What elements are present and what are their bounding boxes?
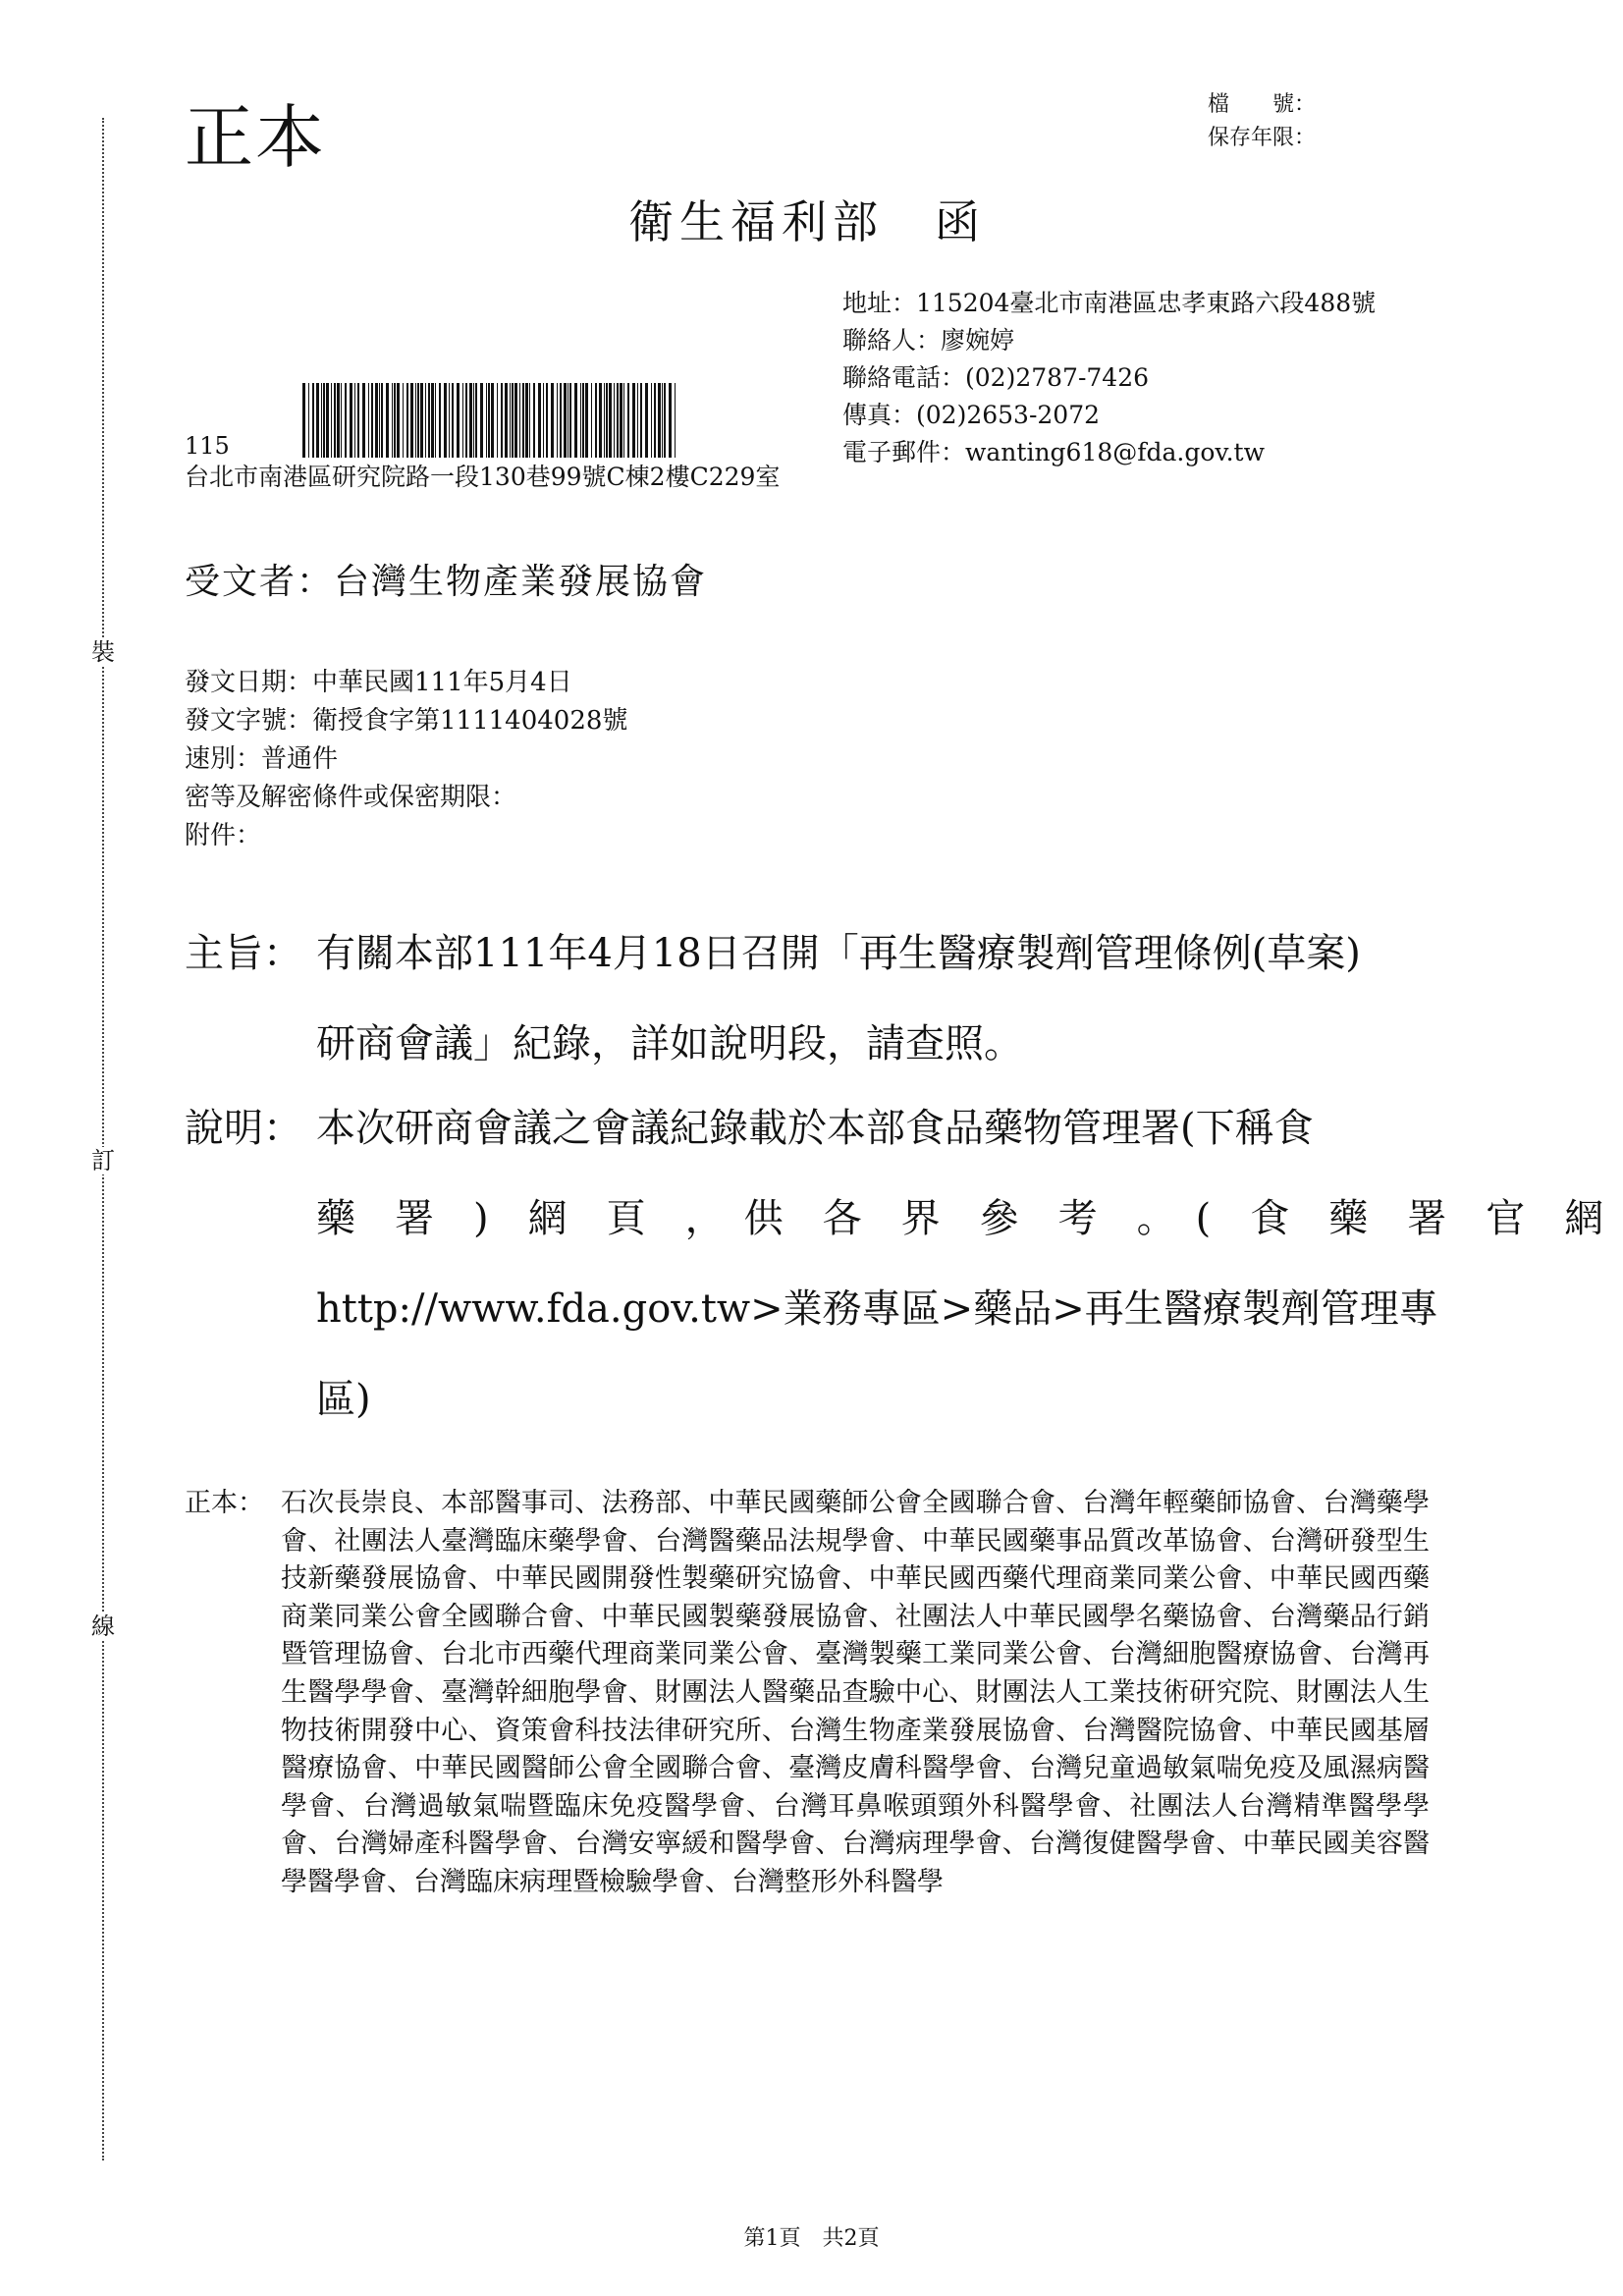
barcode-bar (345, 383, 347, 458)
subject-line: 研商會議」紀錄，詳如說明段，請查照。 (316, 1021, 1023, 1066)
binding-mark-xian: 線 (91, 1613, 115, 1640)
barcode-bar (595, 383, 597, 458)
barcode-bar (606, 383, 608, 458)
barcode-bar (368, 383, 369, 458)
barcode-bar (465, 383, 467, 458)
barcode-bar (609, 383, 612, 458)
barcode-bar (449, 383, 450, 458)
barcode-bar (637, 383, 638, 458)
barcode (300, 383, 679, 458)
secrecy-level: 密等及解密條件或保密期限： (185, 783, 517, 812)
barcode-bar (591, 383, 592, 458)
barcode-bar (614, 383, 615, 458)
barcode-bar (525, 383, 528, 458)
barcode-bar (514, 383, 517, 458)
barcode-bar (522, 383, 524, 458)
barcode-bar (604, 383, 605, 458)
barcode-bar (510, 383, 511, 458)
recipient-postcode: 115 (185, 432, 230, 460)
barcode-bar (623, 383, 624, 458)
attachment: 附件： (185, 821, 262, 850)
barcode-bar (512, 383, 514, 458)
barcode-bar (486, 383, 487, 458)
barcode-bar (560, 383, 562, 458)
barcode-bar (620, 383, 622, 458)
barcode-bar (428, 383, 430, 458)
subject-label: 主旨： (185, 931, 302, 976)
barcode-bar (444, 383, 447, 458)
barcode-bar (381, 383, 383, 458)
barcode-bar (469, 383, 472, 458)
retention-period-label: 保存年限： (1208, 126, 1317, 150)
barcode-bar (457, 383, 460, 458)
binding-mark-ding: 訂 (91, 1147, 115, 1175)
file-number-label: 檔 號： (1208, 92, 1317, 117)
barcode-bar (410, 383, 413, 458)
barcode-bar (473, 383, 474, 458)
barcode-bar (350, 383, 352, 458)
barcode-bar (417, 383, 419, 458)
barcode-bar (505, 383, 508, 458)
barcode-bar (497, 383, 498, 458)
explanation-line: 區) (316, 1377, 371, 1422)
barcode-bar (302, 383, 305, 458)
original-copy-stamp: 正本 (185, 97, 326, 178)
dispatch-speed: 速別：普通件 (185, 744, 339, 774)
barcode-bar (640, 383, 642, 458)
contact-address: 地址：115204臺北市南港區忠孝東路六段488號 (842, 289, 1377, 317)
barcode-bar (386, 383, 389, 458)
barcode-bar (321, 383, 322, 458)
barcode-bar (654, 383, 656, 458)
barcode-bar (569, 383, 571, 458)
barcode-bar (664, 383, 666, 458)
barcode-bar (375, 383, 378, 458)
barcode-bar (357, 383, 359, 458)
barcode-bar (439, 383, 441, 458)
contact-person: 聯絡人：廖婉婷 (842, 326, 1015, 355)
barcode-bar (415, 383, 416, 458)
contact-fax: 傳真：(02)2653-2072 (842, 401, 1101, 429)
barcode-bar (337, 383, 340, 458)
barcode-bar (658, 383, 661, 458)
document-title: 衛生福利部 函 (628, 195, 986, 248)
distribution-label: 正本： (185, 1488, 264, 1518)
barcode-bar (323, 383, 325, 458)
barcode-bar (425, 383, 426, 458)
barcode-bar (403, 383, 404, 458)
barcode-bar (341, 383, 342, 458)
barcode-bar (564, 383, 567, 458)
recipient: 受文者：台灣生物產業發展協會 (185, 562, 708, 602)
barcode-bar (488, 383, 490, 458)
recipient-address: 台北市南港區研究院路一段130巷99號C棟2樓C229室 (185, 463, 781, 491)
barcode-bar (580, 383, 581, 458)
explanation-line: http://www.fda.gov.tw>業務專區>藥品>再生醫療製劑管理專 (316, 1286, 1438, 1332)
barcode-bar (675, 383, 676, 458)
barcode-bar (406, 383, 408, 458)
binding-dotted-line (102, 118, 104, 2160)
barcode-bar (546, 383, 548, 458)
barcode-bar (480, 383, 483, 458)
barcode-bar (533, 383, 535, 458)
barcode-bar (392, 383, 393, 458)
barcode-bar (669, 383, 672, 458)
barcode-bar (632, 383, 635, 458)
barcode-bar (308, 383, 309, 458)
barcode-bar (501, 383, 503, 458)
barcode-bar (331, 383, 332, 458)
barcode-bar (397, 383, 400, 458)
page-number: 第1頁 共2頁 (743, 2226, 880, 2251)
barcode-bar (599, 383, 602, 458)
barcode-bar (312, 383, 314, 458)
barcode-bar (354, 383, 355, 458)
barcode-bar (585, 383, 588, 458)
explanation-line: 本次研商會議之會議紀錄載於本部食品藥物管理署(下稱食 (316, 1106, 1314, 1151)
barcode-bar (379, 383, 380, 458)
barcode-bar (394, 383, 396, 458)
barcode-bar (627, 383, 629, 458)
barcode-bar (420, 383, 423, 458)
barcode-bar (538, 383, 541, 458)
barcode-bar (662, 383, 663, 458)
barcode-bar (529, 383, 530, 458)
dispatch-number: 發文字號：衛授食字第1111404028號 (185, 706, 628, 736)
barcode-bar (617, 383, 619, 458)
subject-line: 有關本部111年4月18日召開「再生醫療製劑管理條例(草案) (316, 931, 1361, 976)
dispatch-meta (185, 664, 627, 855)
explanation-label: 說明： (185, 1106, 302, 1151)
barcode-bar (551, 383, 554, 458)
barcode-bar (431, 383, 434, 458)
barcode-bar (582, 383, 584, 458)
barcode-bar (645, 383, 648, 458)
file-meta (1208, 88, 1316, 155)
barcode-bar (543, 383, 544, 458)
contact-phone: 聯絡電話：(02)2787-7426 (842, 363, 1150, 392)
barcode-bar (326, 383, 329, 458)
barcode-bar (362, 383, 365, 458)
barcode-bar (651, 383, 652, 458)
barcode-bar (519, 383, 520, 458)
barcode-bar (452, 383, 454, 458)
barcode-bar (334, 383, 336, 458)
dispatch-date: 發文日期：中華民國111年5月4日 (185, 668, 572, 697)
contact-info (842, 285, 1376, 471)
barcode-bar (435, 383, 436, 458)
barcode-bar (475, 383, 477, 458)
barcode-bar (491, 383, 494, 458)
barcode-bar (316, 383, 319, 458)
distribution-list: 石次長崇良、本部醫事司、法務部、中華民國藥師公會全國聯合會、台灣年輕藥師協會、台灣藥學會、社團法人臺灣臨床藥學會、台灣醫藥品法規學會、中華民國藥事品質改革協會、台灣研發型生技新藥發展協會、中華民國開發性製藥研究協會、中華民國西藥代理商業同業公會、中華民國西藥商業同業公會全國聯合會、中華民國製藥發展協會、社團法人中華民國學名藥協會、台灣藥品行銷暨管理協會、台北市西藥代理商業同業公會、臺灣製藥工業同業公會、台灣細胞醫療協會、台灣再生醫學學會、臺灣幹細胞學會、財團法人醫藥品查驗中心、財團法人工業技術研究院、財團法人生物技術開發中心、資策會科技法律研究所、台灣生物產業發展協會、台灣醫院協會、中華民國基層醫療協會、中華民國醫師公會全國聯合會、臺灣皮膚科醫學會、台灣兒童過敏氣喘免疫及風濕病醫學會、台灣過敏氣喘暨臨床免疫醫學會、台灣耳鼻喉頭頸外科醫學會、社團法人台灣精準醫學學會、台灣婦產科醫學會、台灣安寧緩和醫學會、台灣病理學會、台灣復健醫學會、中華民國美容醫學醫學會、台灣臨床病理暨檢驗學會、台灣整形外科醫學 (281, 1488, 1430, 1897)
explanation-line: 藥 署 ) 網 頁 ， 供 各 界 參 考 。 ( 食 藥 署 官 網 (316, 1196, 1604, 1241)
contact-email: 電子郵件：wanting618@fda.gov.tw (842, 438, 1265, 466)
barcode-bar (462, 383, 463, 458)
binding-mark-zhuang: 裝 (91, 638, 115, 666)
barcode-bar (371, 383, 373, 458)
barcode-bar (557, 383, 558, 458)
barcode-bar (574, 383, 577, 458)
